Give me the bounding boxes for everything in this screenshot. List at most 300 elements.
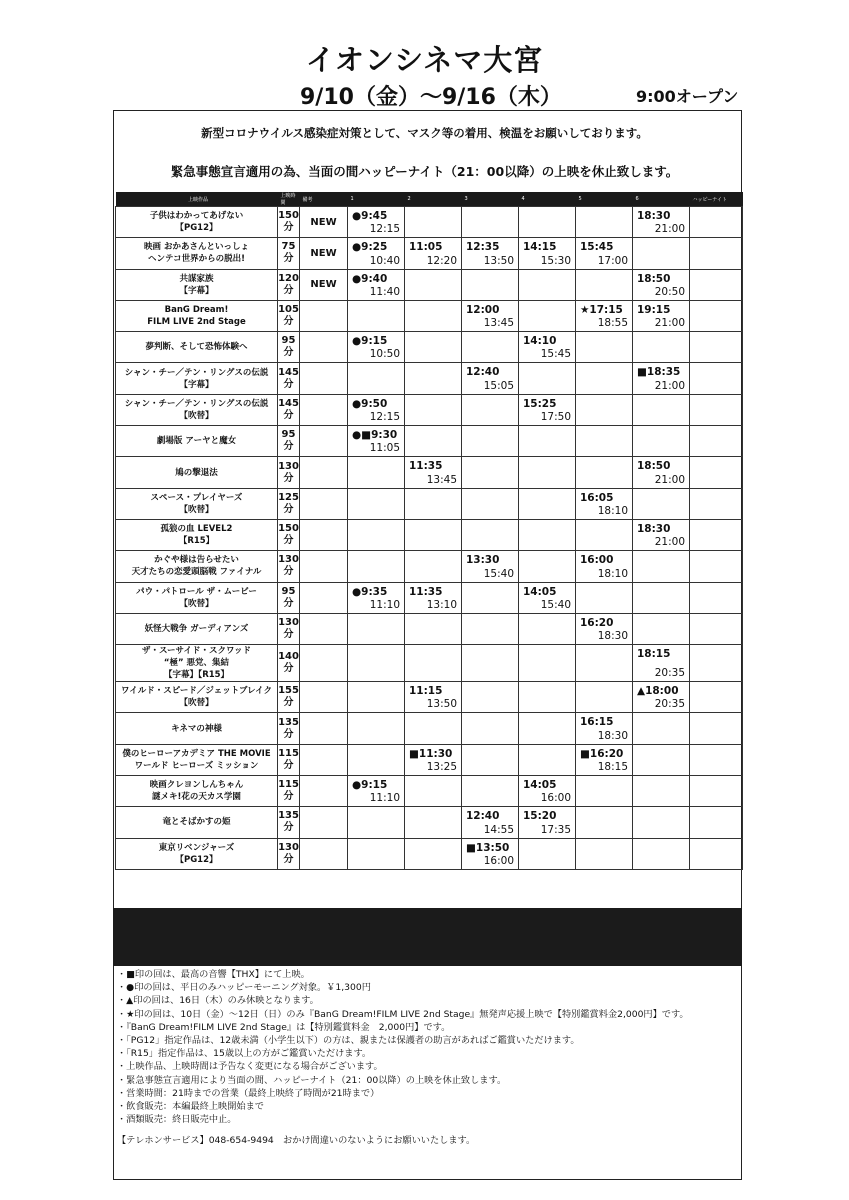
runtime	[278, 744, 300, 775]
showtime-cell	[348, 363, 405, 394]
movie-row	[116, 207, 743, 238]
runtime-line: 分	[283, 822, 294, 834]
movie-title	[116, 269, 278, 300]
note-badge	[300, 394, 348, 425]
end-time: 15:40	[540, 598, 571, 611]
start-time: 12:40	[466, 810, 500, 823]
end-time: 20:35	[654, 698, 685, 711]
showtime-cell	[519, 776, 576, 807]
showtime-cell	[633, 426, 690, 457]
movie-title-line: FILM LIVE 2nd Stage	[147, 317, 246, 328]
showtime-cell	[519, 807, 576, 838]
start-time: 12:00	[466, 303, 500, 316]
runtime-line: 分	[283, 853, 294, 865]
showtime-cell	[576, 744, 633, 775]
movie-row	[116, 613, 743, 644]
column-header: ハッピーナイト	[690, 192, 743, 207]
runtime	[278, 426, 300, 457]
showtime-cell	[633, 613, 690, 644]
showtime-cell	[576, 838, 633, 869]
start-time: 14:10	[523, 335, 557, 348]
runtime	[278, 613, 300, 644]
showtime-cell	[462, 332, 519, 363]
showtime-cell	[633, 238, 690, 269]
end-time: 17:00	[597, 254, 628, 267]
showtime-cell	[576, 207, 633, 238]
end-time: 13:45	[426, 473, 457, 486]
column-header: 3	[462, 192, 519, 207]
start-time: 18:30	[637, 210, 671, 222]
runtime	[278, 238, 300, 269]
happy-night-cell	[690, 807, 743, 838]
note-badge	[300, 682, 348, 713]
movie-title	[116, 332, 278, 363]
start-time: 16:20	[580, 616, 614, 629]
start-time: ■13:50	[466, 841, 510, 854]
showtime-cell	[633, 645, 690, 682]
note-badge	[300, 457, 348, 488]
runtime	[278, 488, 300, 519]
note-badge	[300, 300, 348, 331]
showtime-cell	[405, 426, 462, 457]
showtime-cell	[519, 269, 576, 300]
showtime-cell	[348, 713, 405, 744]
end-time: 15:45	[540, 348, 571, 361]
runtime-line: 75	[281, 241, 296, 253]
end-time: 18:10	[597, 567, 628, 580]
showtime-cell	[519, 682, 576, 713]
showtime-cell	[633, 551, 690, 582]
showtime-cell	[348, 269, 405, 300]
showtime-cell	[633, 838, 690, 869]
showtime-cell	[633, 776, 690, 807]
movie-title	[116, 807, 278, 838]
runtime	[278, 207, 300, 238]
movie-title-line: 【吹替】	[179, 598, 214, 609]
showtime-cell	[462, 713, 519, 744]
happy-night-cell	[690, 582, 743, 613]
start-time: 15:45	[580, 241, 614, 254]
showtime-cell	[576, 776, 633, 807]
column-header: 4	[519, 192, 576, 207]
movie-title-line: 【吹替】	[179, 410, 214, 421]
start-time: 18:30	[637, 522, 671, 535]
happy-night-cell	[690, 488, 743, 519]
end-time: 18:15	[597, 761, 628, 774]
showtime-cell	[633, 332, 690, 363]
runtime	[278, 457, 300, 488]
start-time: ●9:35	[352, 585, 388, 598]
showtime-cell	[348, 645, 405, 682]
showtime-cell	[348, 457, 405, 488]
runtime-line: 115	[278, 779, 299, 791]
movie-row	[116, 269, 743, 300]
showtime-cell	[519, 300, 576, 331]
end-time: 16:00	[483, 854, 514, 867]
showtime-cell	[576, 363, 633, 394]
movie-row	[116, 426, 743, 457]
showtime-cell	[576, 682, 633, 713]
showtime-cell	[519, 394, 576, 425]
start-time: ●■9:30	[352, 429, 398, 442]
start-time: 11:35	[409, 585, 443, 598]
end-time: 13:25	[426, 761, 457, 774]
showtime-cell	[519, 332, 576, 363]
runtime-line: 95	[281, 335, 296, 347]
movie-title-line: 劇場版 アーヤと魔女	[156, 436, 237, 447]
start-time: ●9:15	[352, 335, 388, 348]
end-time: 15:05	[483, 379, 514, 392]
happy-night-cell	[690, 551, 743, 582]
movie-row	[116, 488, 743, 519]
movie-title	[116, 645, 278, 682]
movie-title-line: かぐや様は告らせたい	[154, 555, 239, 566]
showtime-cell	[576, 488, 633, 519]
showtime-cell	[462, 645, 519, 682]
end-time: 12:15	[369, 223, 400, 236]
showtime-cell	[462, 363, 519, 394]
showtime-cell	[633, 363, 690, 394]
movie-row	[116, 838, 743, 869]
happy-night-cell	[690, 519, 743, 550]
happy-night-cell	[690, 744, 743, 775]
movie-row	[116, 300, 743, 331]
showtime-cell	[633, 457, 690, 488]
end-time: 13:45	[483, 317, 514, 330]
note-badge	[300, 613, 348, 644]
notice-mask: 新型コロナウイルス感染症対策として、マスク等の着用、検温をお願いしております。	[201, 126, 648, 140]
runtime-line: 130	[278, 460, 299, 472]
note-badge	[300, 332, 348, 363]
end-time: 11:10	[369, 598, 400, 611]
runtime-line: 120	[278, 272, 299, 284]
movie-title	[116, 551, 278, 582]
showtime-cell	[633, 394, 690, 425]
end-time: 17:35	[540, 823, 571, 836]
note-line: ・★印の回は、10日（金）～12日（日）のみ『BanG Dream!FILM LIVE 2nd Stage』無発声応援上映で【特別鑑賞料金2,000円】です。	[117, 1008, 689, 1020]
showtime-cell	[462, 457, 519, 488]
showtime-cell	[462, 269, 519, 300]
runtime-line: 分	[283, 347, 294, 359]
start-time: 11:35	[409, 460, 443, 473]
movie-title-line: 映画 おかあさんといっしょ	[144, 242, 249, 253]
movie-row	[116, 332, 743, 363]
showtime-cell	[462, 519, 519, 550]
showtime-cell	[576, 713, 633, 744]
showtime-cell	[462, 551, 519, 582]
runtime	[278, 551, 300, 582]
note-line: ・酒類販売：終日販売中止。	[117, 1114, 237, 1126]
end-time: 21:00	[654, 536, 685, 549]
end-time: 12:20	[426, 254, 457, 267]
note-badge	[300, 645, 348, 682]
runtime	[278, 269, 300, 300]
runtime-line: 155	[278, 685, 299, 697]
start-time: 18:50	[637, 272, 671, 285]
showtime-cell	[405, 457, 462, 488]
movie-title-line: 共謀家族	[179, 273, 214, 284]
movie-title-line: 妖怪大戦争 ガーディアンズ	[144, 624, 249, 634]
movie-row	[116, 582, 743, 613]
showtime-cell	[633, 269, 690, 300]
movie-row	[116, 776, 743, 807]
note-line: ・「R15」指定作品は、15歳以上の方がご鑑賞いただけます。	[117, 1048, 372, 1060]
showtime-cell	[405, 207, 462, 238]
runtime-line: 95	[281, 585, 296, 597]
end-time: 20:50	[654, 285, 685, 298]
showtime-cell	[519, 551, 576, 582]
start-time: ■18:35	[637, 366, 681, 379]
end-time: 10:40	[369, 254, 400, 267]
runtime	[278, 645, 300, 682]
runtime-line: 分	[283, 535, 294, 547]
start-time: 14:15	[523, 241, 557, 254]
movie-title-line: 子供はわかってあげない	[149, 211, 244, 222]
showtime-cell	[576, 300, 633, 331]
note-badge	[300, 551, 348, 582]
showtime-cell	[348, 582, 405, 613]
showtime-cell	[519, 613, 576, 644]
happy-night-cell	[690, 457, 743, 488]
movie-row	[116, 238, 743, 269]
end-time: 11:10	[369, 792, 400, 805]
showtime-cell	[519, 426, 576, 457]
showtime-cell	[462, 207, 519, 238]
happy-night-cell	[690, 776, 743, 807]
showtime-cell	[405, 363, 462, 394]
showtime-cell	[576, 582, 633, 613]
showtime-cell	[348, 300, 405, 331]
happy-night-cell	[690, 682, 743, 713]
runtime-line: 分	[283, 697, 294, 709]
movie-title-line: ヘンテコ世界からの脱出!	[147, 254, 246, 265]
end-time: 21:00	[654, 379, 685, 392]
movie-title-line: ザ・スーサイド・スクワッド	[141, 646, 252, 657]
movie-row	[116, 363, 743, 394]
runtime-line: 分	[283, 316, 294, 328]
runtime-line: 分	[283, 791, 294, 803]
note-line: ・「PG12」指定作品は、12歳未満（小学生以下）の方は、親または保護者の助言があればご鑑賞いただけます。	[117, 1035, 580, 1047]
runtime	[278, 838, 300, 869]
showtime-cell	[462, 613, 519, 644]
showtime-cell	[405, 838, 462, 869]
start-time: ▲18:00	[637, 685, 679, 698]
showtime-cell	[462, 838, 519, 869]
showtime-cell	[633, 744, 690, 775]
start-time: 14:05	[523, 585, 557, 598]
note-line: ・▲印の回は、16日（木）のみ休映となります。	[117, 995, 319, 1007]
showtime-cell	[462, 488, 519, 519]
notes-section	[117, 968, 689, 1148]
runtime-line: 115	[278, 747, 299, 759]
start-time: ●9:40	[352, 272, 388, 285]
movie-title	[116, 363, 278, 394]
note-line: ・飲食販売：本編最終上映開始まで	[117, 1101, 264, 1113]
end-time: 21:00	[654, 317, 685, 330]
showtime-cell	[462, 744, 519, 775]
runtime-line: 130	[278, 841, 299, 853]
showtime-cell	[405, 332, 462, 363]
movie-row	[116, 744, 743, 775]
end-time: 18:30	[597, 729, 628, 742]
note-badge: NEW	[300, 238, 348, 269]
showtime-cell	[633, 582, 690, 613]
start-time: 18:15	[637, 648, 671, 661]
movie-title	[116, 238, 278, 269]
page-title: イオンシネマ大宮	[305, 43, 544, 77]
runtime-line: 分	[283, 378, 294, 390]
showtime-cell	[519, 363, 576, 394]
note-badge	[300, 363, 348, 394]
movie-title-line: パウ・パトロール ザ・ムービー	[136, 586, 257, 597]
movie-title-line: 映画クレヨンしんちゃん	[149, 780, 244, 791]
runtime-line: 145	[278, 397, 299, 409]
start-time: 13:30	[466, 554, 500, 567]
movie-title	[116, 488, 278, 519]
movie-title-line: スペース・プレイヤーズ	[150, 492, 243, 503]
showtime-cell	[462, 582, 519, 613]
movie-title	[116, 519, 278, 550]
showtime-cell	[348, 332, 405, 363]
end-time: 11:40	[369, 285, 400, 298]
showtime-cell	[633, 682, 690, 713]
end-time: 11:05	[369, 442, 400, 455]
runtime-line: 分	[283, 566, 294, 578]
movie-title-line: “極” 悪党、集結	[163, 658, 230, 669]
start-time: ●9:45	[352, 210, 388, 222]
showtime-cell	[348, 238, 405, 269]
showtime-cell	[405, 776, 462, 807]
runtime-line: 125	[278, 491, 299, 503]
runtime-line: 135	[278, 716, 299, 728]
movie-title-line: キネマの神様	[171, 723, 222, 734]
open-time: 9:00オープン	[636, 87, 739, 106]
showtime-cell	[462, 682, 519, 713]
runtime-line: 145	[278, 366, 299, 378]
happy-night-cell	[690, 269, 743, 300]
start-time: ●9:50	[352, 397, 388, 410]
showtime-cell	[405, 488, 462, 519]
showtime-cell	[348, 682, 405, 713]
showtime-cell	[405, 744, 462, 775]
showtime-cell	[576, 807, 633, 838]
runtime-line: 140	[278, 651, 299, 663]
runtime-line: 分	[283, 472, 294, 484]
end-time: 20:35	[654, 667, 685, 680]
showtime-cell	[576, 332, 633, 363]
movie-title	[116, 207, 278, 238]
movie-title	[116, 613, 278, 644]
showtime-cell	[462, 238, 519, 269]
happy-night-cell	[690, 207, 743, 238]
runtime-line: 分	[283, 284, 294, 296]
runtime-line: 分	[283, 597, 294, 609]
start-time: ●9:25	[352, 241, 388, 254]
movie-title	[116, 394, 278, 425]
start-time: 14:05	[523, 779, 557, 792]
movie-title	[116, 457, 278, 488]
end-time: 17:50	[540, 411, 571, 424]
note-line: ・緊急事態宣言適用により当面の間、ハッピーナイト（21：00以降）の上映を休止致します。	[117, 1074, 507, 1086]
start-time: 12:35	[466, 241, 500, 254]
end-time: 18:55	[597, 317, 628, 330]
movie-title-line: 孤狼の血 LEVEL2	[160, 524, 233, 535]
happy-night-cell	[690, 426, 743, 457]
showtime-cell	[519, 645, 576, 682]
runtime-line: 150	[278, 523, 299, 535]
note-badge	[300, 744, 348, 775]
column-header: 1	[348, 192, 405, 207]
showtime-cell	[633, 300, 690, 331]
movie-title	[116, 776, 278, 807]
runtime	[278, 776, 300, 807]
movie-title-line: シャン・チー／テン・リングスの伝説	[124, 398, 269, 409]
showtime-cell	[576, 269, 633, 300]
showtime-cell	[576, 394, 633, 425]
runtime-line: 95	[281, 429, 296, 441]
movie-title	[116, 300, 278, 331]
runtime-line: 105	[278, 304, 299, 316]
movie-title-line: 竜とそばかすの姫	[162, 817, 231, 828]
movie-row	[116, 682, 743, 713]
movie-row	[116, 457, 743, 488]
happy-night-cell	[690, 238, 743, 269]
movie-title-line: 【PG12】	[175, 223, 218, 234]
movie-title-line: BanG Dream!	[164, 305, 229, 316]
movie-row	[116, 713, 743, 744]
movie-title-line: 謎メキ!花の天カス学園	[152, 792, 241, 803]
showtime-cell	[348, 519, 405, 550]
showtime-cell	[405, 682, 462, 713]
column-header: 上映時間	[278, 192, 300, 207]
runtime-line: 分	[283, 759, 294, 771]
showtime-cell	[576, 457, 633, 488]
start-time: 15:20	[523, 810, 557, 823]
showtime-cell	[519, 838, 576, 869]
showtime-cell	[348, 807, 405, 838]
movie-title	[116, 582, 278, 613]
showtime-cell	[348, 551, 405, 582]
column-header: 5	[576, 192, 633, 207]
showtime-cell	[576, 613, 633, 644]
note-badge	[300, 519, 348, 550]
showtime-cell	[576, 238, 633, 269]
movie-title-line: ワイルド・スピード／ジェットブレイク	[120, 686, 273, 697]
runtime-line: 分	[283, 629, 294, 640]
happy-night-cell	[690, 300, 743, 331]
movie-title	[116, 838, 278, 869]
movie-row	[116, 645, 743, 682]
showtime-cell	[348, 838, 405, 869]
note-line: ・●印の回は、平日のみハッピーモーニング対象。￥1,300円	[117, 982, 371, 994]
table-header	[116, 192, 743, 207]
start-time: 19:15	[637, 303, 671, 316]
start-time: ■16:20	[580, 747, 624, 760]
happy-night-cell	[690, 363, 743, 394]
runtime-line: 150	[278, 210, 299, 222]
start-time: 16:05	[580, 491, 614, 504]
showtime-cell	[405, 519, 462, 550]
showtime-cell	[405, 613, 462, 644]
end-time: 18:30	[597, 630, 628, 643]
movie-title	[116, 682, 278, 713]
showtime-cell	[405, 551, 462, 582]
showtime-cell	[576, 551, 633, 582]
showtime-cell	[348, 776, 405, 807]
happy-night-cell	[690, 394, 743, 425]
runtime-line: 130	[278, 617, 299, 628]
start-time: ★17:15	[580, 303, 623, 316]
